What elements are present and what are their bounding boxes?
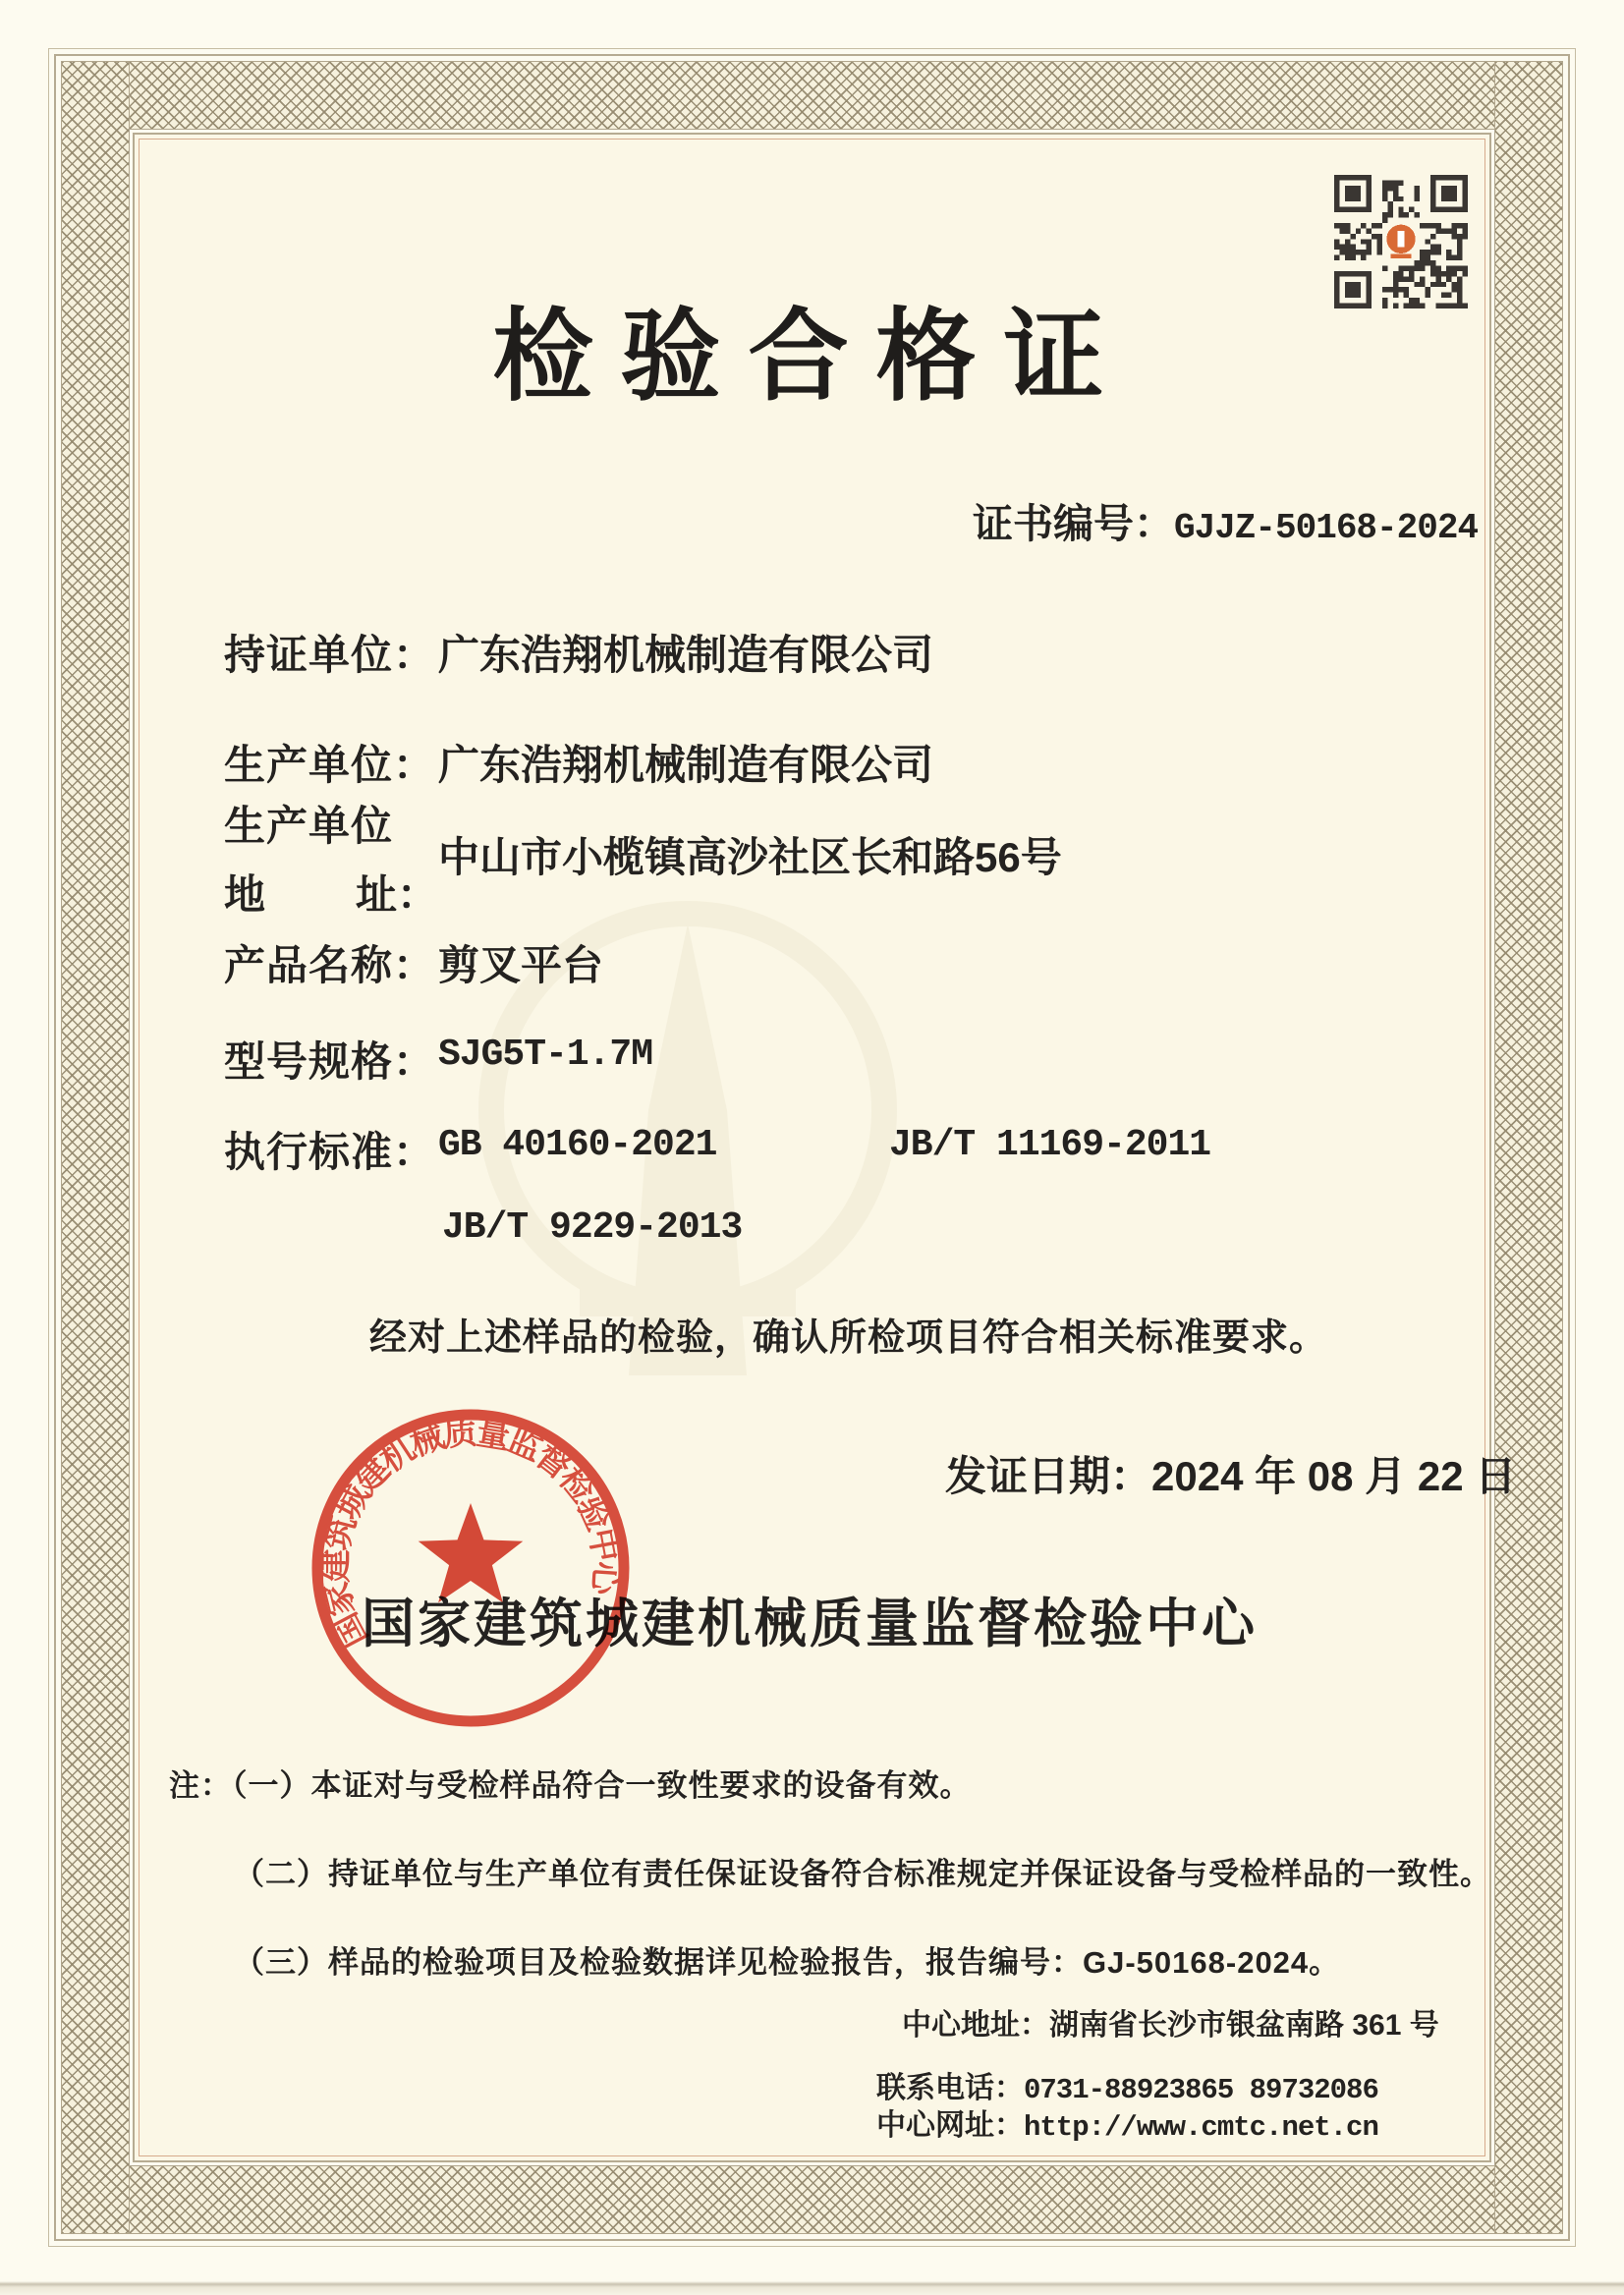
address-char: 地 xyxy=(224,871,266,918)
producer-address-label-line1: 生产单位 xyxy=(224,803,394,849)
official-seal xyxy=(306,1403,636,1733)
center-address-line xyxy=(902,2000,1439,2043)
note-line-1 xyxy=(169,1770,972,1801)
center-address-label: 中心地址： xyxy=(902,2009,1049,2042)
conclusion-statement: 经对上述样品的检验，确认所检项目符合相关标准要求。 xyxy=(369,1317,1328,1359)
issue-date xyxy=(945,1444,1516,1503)
producer-address-label-line2 xyxy=(224,863,438,922)
scan-page-edge xyxy=(0,2277,1624,2295)
holder-label: 持证单位： xyxy=(224,632,436,678)
certificate-number-value: GJJZ-50168-2024 xyxy=(1174,508,1479,548)
note-item-1: （一）本证对与受检样品符合一致性要求的设备有效。 xyxy=(232,1768,972,1803)
standard-value-3: JB/T 9229-2013 xyxy=(442,1206,743,1249)
center-website-line xyxy=(876,2100,1378,2144)
center-phone-value: 0731-88923865 89732086 xyxy=(1024,2074,1378,2106)
frame-lattice-bottom xyxy=(61,2165,1563,2234)
center-address-value: 湖南省长沙市银盆南路 361 号 xyxy=(1049,2009,1439,2042)
certificate-number-label: 证书编号： xyxy=(973,501,1174,546)
center-website-label: 中心网址： xyxy=(876,2109,1024,2142)
certificate-title: 检验合格证 xyxy=(492,301,1132,413)
producer-value: 广东浩翔机械制造有限公司 xyxy=(438,742,934,788)
star-icon xyxy=(419,1503,524,1602)
note-line-3: （三）样品的检验项目及检验数据详见检验报告，报告编号：GJ-50168-2024。 xyxy=(234,1945,1341,1980)
model-spec-label: 型号规格： xyxy=(224,1038,436,1085)
standard-value-2: JB/T 11169-2011 xyxy=(889,1124,1211,1166)
center-website-value: http://www.cmtc.net.cn xyxy=(1024,2111,1378,2144)
model-spec-value: SJG5T-1.7M xyxy=(438,1034,653,1076)
address-char-colon: 址： xyxy=(355,871,438,918)
product-name-value: 剪叉平台 xyxy=(438,942,604,988)
holder-value: 广东浩翔机械制造有限公司 xyxy=(438,632,934,678)
seal-ring-text: 国家建筑城建机械质量监督检验中心 xyxy=(316,1414,625,1653)
product-name-label: 产品名称： xyxy=(224,942,436,988)
producer-address-label xyxy=(224,794,438,922)
note-prefix: 注： xyxy=(169,1768,232,1803)
producer-label: 生产单位： xyxy=(224,742,436,788)
standard-label: 执行标准： xyxy=(224,1129,436,1175)
issuing-center-name: 国家建筑城建机械质量监督检验中心 xyxy=(362,1595,1258,1653)
standard-value-1: GB 40160-2021 xyxy=(438,1124,717,1166)
note-line-2: （二）持证单位与生产单位有责任保证设备符合标准规定并保证设备与受检样品的一致性。 xyxy=(234,1857,1491,1891)
certificate-number xyxy=(973,491,1478,549)
issue-date-label: 发证日期： xyxy=(945,1453,1152,1499)
issue-date-value: 2024 年 08 月 22 日 xyxy=(1151,1453,1517,1499)
center-phone-label: 联系电话： xyxy=(876,2072,1024,2104)
producer-address-value: 中山市小榄镇高沙社区长和路56号 xyxy=(438,834,1062,880)
frame-lattice-top xyxy=(61,61,1563,130)
